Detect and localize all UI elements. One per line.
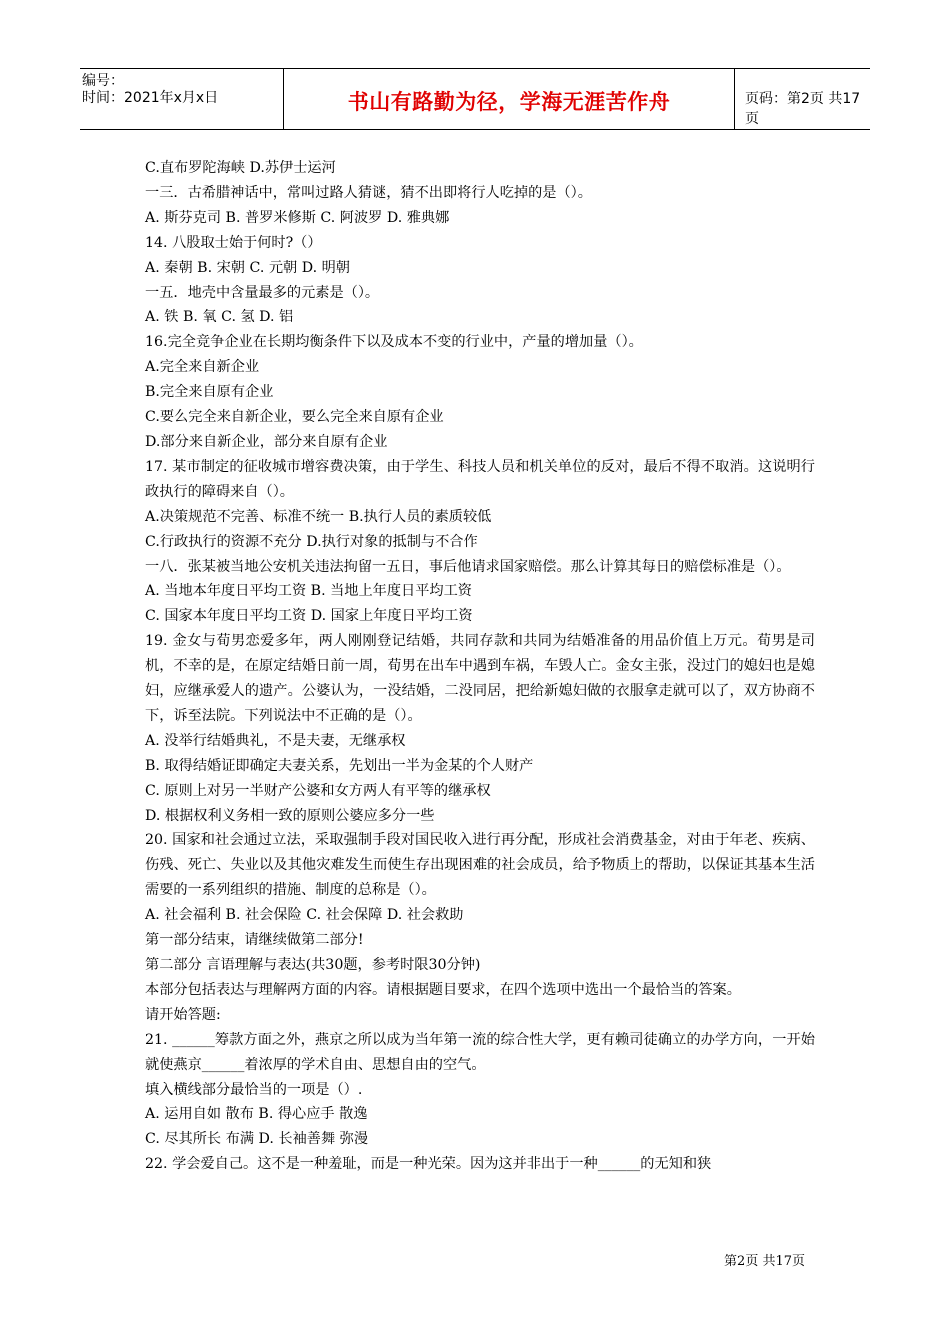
document-body [145,156,815,1177]
question-13-options: A. 斯芬克司 B. 普罗米修斯 C. 阿波罗 D. 雅典娜 [145,209,450,226]
section-2-title: 第二部分 言语理解与表达(共30题，参考时限30分钟) [145,957,481,973]
question-16-option-b: B.完全来自原有企业 [145,384,274,401]
question-19-option-d: D. 根据权利义务相一致的原则公婆应多分一些 [145,807,435,824]
question-19-option-c: C. 原则上对另一半财产公婆和女方两人有平等的继承权 [145,782,491,799]
question-21-options-cd: C. 尽其所长 布满 D. 长袖善舞 弥漫 [145,1131,369,1148]
page-footer: 第2页 共17页 [724,1254,805,1269]
question-16: 16.完全竞争企业在长期均衡条件下以及成本不变的行业中，产量的增加量（）。 [145,334,643,351]
header-motto-cell [283,69,735,129]
document-date: 时间：2021年x月x日 [82,90,219,106]
question-19-option-a: A. 没举行结婚典礼，不是夫妻，无继承权 [145,732,406,749]
question-21-prompt: 填入横线部分最恰当的一项是（）. [145,1081,363,1098]
question-21-options-ab: A. 运用自如 散布 B. 得心应手 散逸 [145,1106,368,1123]
question-16-option-a: A.完全来自新企业 [145,359,260,376]
question-20-options: A. 社会福利 B. 社会保险 C. 社会保障 D. 社会救助 [145,907,464,924]
header-motto: 书山有路勤为径，学海无涯苦作舟 [347,90,671,114]
question-20: 20. 国家和社会通过立法，采取强制手段对国民收入进行再分配，形成社会消费基金，对由于年老、疾病、伤残、死亡、失业以及其他灾难发生而使生存出现困难的社会成员，给予物质上的帮助，以保证其基本生活需要的一系列组织的措施、制度的总称是（）。 [145,832,815,899]
question-13: 一三．古希腊神话中，常叫过路人猜谜，猜不出即将行人吃掉的是（）。 [145,184,592,201]
question-16-option-d: D.部分来自新企业，部分来自原有企业 [145,433,388,450]
question-15: 一五．地壳中含量最多的元素是（）。 [145,284,380,301]
question-18-options-cd: C. 国家本年度日平均工资 D. 国家上年度日平均工资 [145,608,473,625]
question-22: 22. 学会爱自己。这不是一种羞耻，而是一种光荣。因为这并非出于一种______的无知和狭 [145,1156,712,1173]
document-number-label: 编号： [82,73,124,89]
question-19: 19. 金女与荀男恋爱多年，两人刚刚登记结婚，共同存款和共同为结婚准备的用品价值上万元。荀男是司机，不幸的是，在原定结婚日前一周，荀男在出车中遇到车祸，车毁人亡。金女主张，没过门的媳妇也是媳妇，应继承爱人的遗产。公婆认为，一没结婚，二没同居，把给新媳妇做的衣服拿走就可以了，双方协商不下，诉至法院。下列说法中不正确的是（）。 [145,633,815,724]
question-18: 一八．张某被当地公安机关违法拘留一五日，事后他请求国家赔偿。那么计算其每日的赔偿标准是（）。 [145,558,791,575]
question-21: 21. ______筹款方面之外，燕京之所以成为当年第一流的综合性大学，更有赖司徒确立的办学方向，一开始就使燕京______着浓厚的学术自由、思想自由的空气。 [145,1031,815,1073]
question-19-option-b: B. 取得结婚证即确定夫妻关系，先划出一半为金某的个人财产 [145,757,534,774]
question-14-options: A. 秦朝 B. 宋朝 C. 元朝 D. 明朝 [145,259,350,276]
header-meta [80,69,283,129]
page-header [80,68,870,130]
question-16-option-c: C.要么完全来自新企业，要么完全来自原有企业 [145,409,444,426]
body-line: C.直布罗陀海峡 D.苏伊士运河 [145,160,336,176]
question-18-options-ab: A. 当地本年度日平均工资 B. 当地上年度日平均工资 [145,583,472,600]
section-end-notice: 第一部分结束，请继续做第二部分! [145,932,364,949]
header-page-info: 页码：第2页 共17页 [745,91,861,127]
question-17-options-ab: A.决策规范不完善、标准不统一 B.执行人员的素质较低 [145,508,492,525]
question-15-options: A. 铁 B. 氧 C. 氢 D. 铝 [145,309,294,326]
question-17-options-cd: C.行政执行的资源不充分 D.执行对象的抵制与不合作 [145,533,478,550]
start-prompt: 请开始答题: [145,1006,221,1023]
question-17: 17. 某市制定的征收城市增容费决策，由于学生、科技人员和机关单位的反对，最后不得不取消。这说明行政执行的障碍来自（）。 [145,458,815,500]
question-14: 14. 八股取士始于何时?（） [145,234,322,251]
section-2-instructions: 本部分包括表达与理解两方面的内容。请根据题目要求，在四个选项中选出一个最恰当的答案。 [145,981,741,998]
